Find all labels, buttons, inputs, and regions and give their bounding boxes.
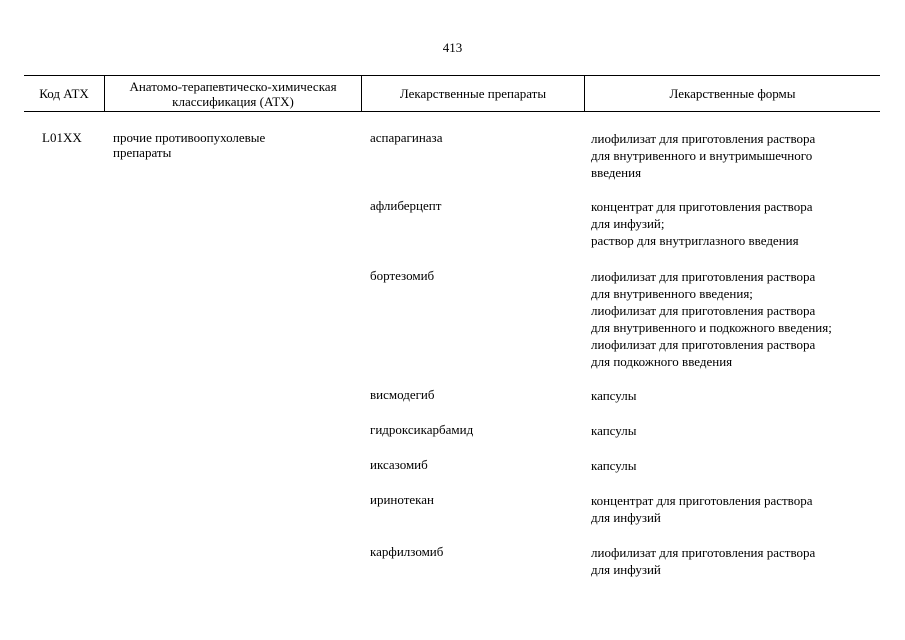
header-classification <box>105 76 361 111</box>
drug-name: гидроксикарбамид <box>370 422 474 437</box>
drug-form-line: капсулы <box>591 458 637 473</box>
drug-forms <box>591 387 880 404</box>
page-number: 413 <box>442 40 463 55</box>
header-classification-line2: классификация (АТХ) <box>172 93 294 109</box>
drug-table <box>24 75 880 577</box>
drug-form-line: раствор для внутриглазного введения <box>591 233 799 248</box>
drug-form-line: для подкожного введения <box>591 354 733 369</box>
drug-form-line: лиофилизат для приготовления раствора <box>591 337 816 352</box>
drug-form-line: концентрат для приготовления раствора <box>591 199 813 214</box>
drug-form-line: капсулы <box>591 388 637 403</box>
drug-name: карфилзомиб <box>370 544 444 559</box>
drug-form-line: введения <box>591 165 642 180</box>
drug-form-line: для инфузий <box>591 510 661 525</box>
drug-name: аспарагиназа <box>370 130 443 145</box>
drug-name: висмодегиб <box>370 387 435 402</box>
header-classification-line1: Анатомо-терапевтическо-химическая <box>129 78 337 94</box>
header-forms: Лекарственные формы <box>669 86 796 101</box>
table-header-row <box>24 75 880 112</box>
drug-name: афлиберцепт <box>370 198 442 213</box>
drug-form-line: для инфузий <box>591 562 661 577</box>
drug-forms <box>591 457 880 474</box>
drug-form-line: лиофилизат для приготовления раствора <box>591 545 816 560</box>
header-drugs: Лекарственные препараты <box>399 86 547 101</box>
drug-name: иринотекан <box>370 492 434 507</box>
drug-forms <box>591 268 880 370</box>
drug-name: иксазомиб <box>370 457 428 472</box>
drug-form-line: лиофилизат для приготовления раствора <box>591 131 816 146</box>
drug-form-line: для внутривенного введения; <box>591 286 753 301</box>
drug-form-line: для внутривенного и подкожного введения; <box>591 320 832 335</box>
drug-form-line: капсулы <box>591 423 637 438</box>
atc-classification-line2: препараты <box>113 145 172 160</box>
drug-form-line: лиофилизат для приготовления раствора <box>591 269 816 284</box>
drug-forms <box>591 544 880 578</box>
header-code: Код АТХ <box>39 86 89 101</box>
drug-forms <box>591 130 880 181</box>
drug-forms <box>591 422 880 439</box>
atc-code: L01XX <box>42 130 82 145</box>
drug-name: бортезомиб <box>370 268 435 283</box>
drug-form-line: для инфузий; <box>591 216 665 231</box>
drug-form-line: лиофилизат для приготовления раствора <box>591 303 816 318</box>
drug-forms <box>591 198 880 249</box>
drug-forms <box>591 492 880 526</box>
drug-form-line: концентрат для приготовления раствора <box>591 493 813 508</box>
drug-form-line: для внутривенного и внутримышечного <box>591 148 813 163</box>
atc-classification-line1: прочие противоопухолевые <box>113 130 266 145</box>
atc-classification <box>113 130 353 160</box>
